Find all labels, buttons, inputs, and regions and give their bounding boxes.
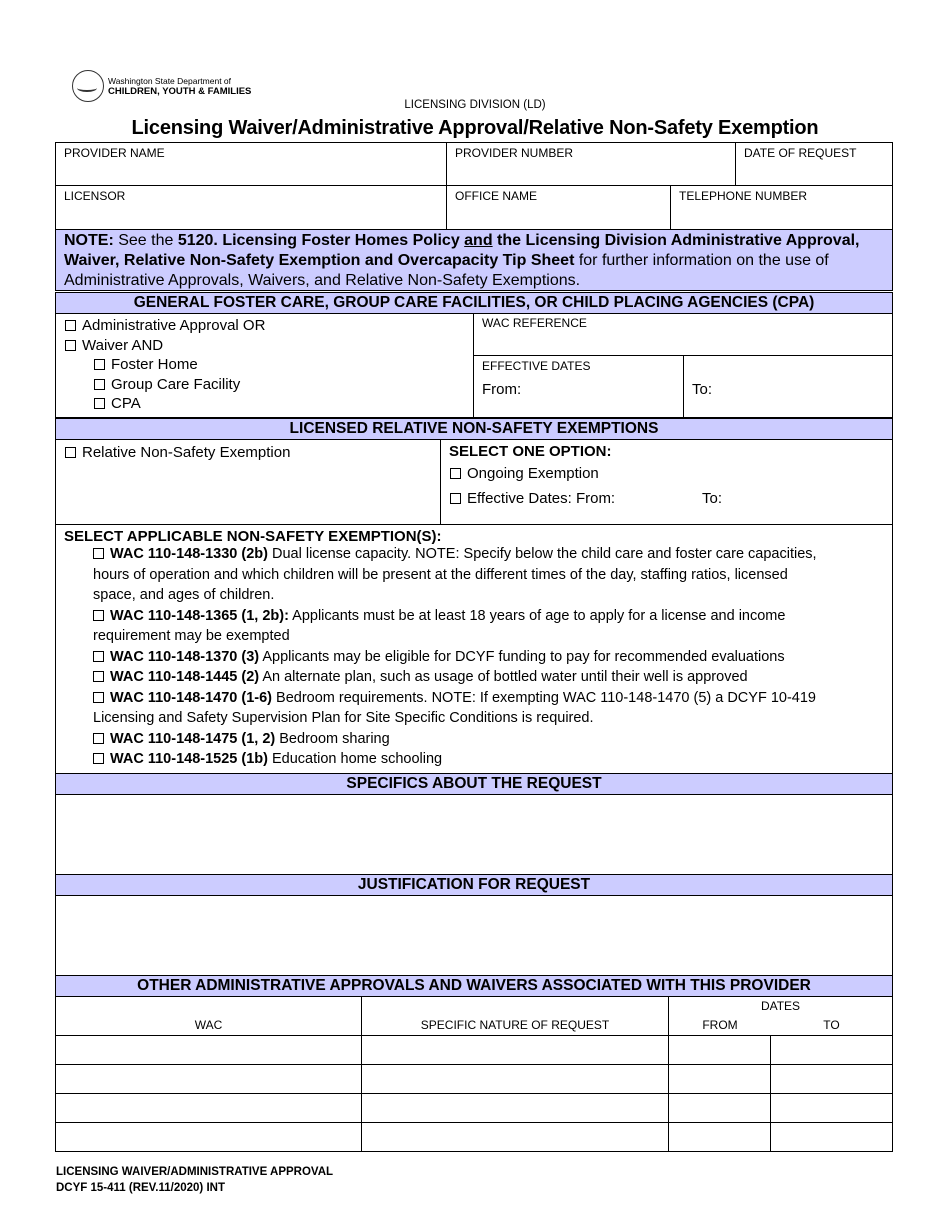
exemption-code: WAC 110-148-1525 (1b) — [110, 751, 268, 767]
exemption-checkbox[interactable] — [93, 733, 104, 744]
cpa-option[interactable] — [94, 395, 141, 412]
note-prefix: NOTE: — [64, 232, 114, 249]
exemption-text-continued: space, and ages of children. — [93, 587, 275, 603]
logo-line2: CHILDREN, YOUTH & FAMILIES — [108, 85, 252, 97]
wac-column-label: WAC — [194, 1018, 223, 1032]
exemption-text-continued: hours of operation and which children will be present at the different times of the day, staffing ratios, licensed — [93, 566, 788, 583]
exemption-text: An alternate plan, such as usage of bottled water until their well is approved — [259, 669, 748, 685]
wac-cell[interactable] — [55, 1093, 362, 1123]
exemptions-cell — [55, 524, 893, 774]
note-bold2: the Licensing Division Administrative Approval, Waiver, Relative Non-Safety Exemption and Overcapacity Tip Sheet — [64, 232, 860, 269]
waiver-label: Waiver AND — [82, 337, 164, 354]
exemption-code: WAC 110-148-1370 (3) — [110, 648, 260, 665]
wac-reference-field[interactable] — [473, 313, 893, 356]
policy-note — [55, 229, 893, 291]
exemption-text-continued: Licensing and Safety Supervision Plan for Site Specific Conditions is required. — [93, 710, 594, 726]
to-column-label: TO — [823, 1018, 840, 1032]
from-column-label: FROM — [702, 1018, 738, 1032]
exemption-checkbox[interactable] — [93, 692, 104, 703]
wac-reference-label: WAC REFERENCE — [482, 316, 587, 330]
exemption-text-continued: requirement may be exempted — [93, 628, 290, 644]
wac-column-header — [55, 996, 362, 1036]
exemption-text: Bedroom requirements. NOTE: If exempting WAC 110-148-1470 (5) a DCYF 10-419 — [272, 689, 816, 706]
exemption-item[interactable] — [93, 667, 888, 688]
exemption-item[interactable] — [93, 749, 888, 770]
provider-name-field[interactable] — [55, 142, 447, 186]
from-cell[interactable] — [668, 1122, 771, 1152]
date-of-request-label: DATE OF REQUEST — [744, 146, 857, 160]
from-cell[interactable] — [668, 1035, 771, 1065]
ongoing-exemption-checkbox[interactable] — [450, 468, 461, 479]
date-of-request-field[interactable] — [735, 142, 893, 186]
foster-home-label: Foster Home — [111, 356, 198, 373]
exemption-code: WAC 110-148-1470 (1-6) — [110, 689, 272, 706]
exemption-code: WAC 110-148-1330 (2b) — [110, 546, 268, 562]
exemption-text: Applicants must be at least 18 years of age to apply for a license and income — [288, 607, 786, 624]
exemption-item[interactable] — [93, 647, 888, 668]
note-text1: See the — [113, 232, 178, 249]
relative-section-heading: LICENSED RELATIVE NON-SAFETY EXEMPTIONS — [55, 418, 893, 440]
group-care-facility-label: Group Care Facility — [111, 376, 241, 393]
cpa-checkbox[interactable] — [94, 398, 105, 409]
dcyf-logo — [72, 70, 251, 102]
effective-dates-from-label: Effective Dates: From: — [467, 490, 616, 507]
select-one-option-label: SELECT ONE OPTION: — [449, 443, 612, 460]
note-bold1: 5120. Licensing Foster Homes Policy — [177, 232, 465, 249]
licensor-label: LICENSOR — [64, 189, 126, 203]
exemption-code: WAC 110-148-1365 (1, 2b): — [110, 607, 289, 624]
effective-from-label: From: — [482, 381, 522, 398]
wac-cell[interactable] — [55, 1122, 362, 1152]
to-cell[interactable] — [770, 1093, 893, 1123]
effective-from-field[interactable] — [473, 355, 684, 418]
exemption-text: Education home schooling — [267, 751, 443, 767]
cpa-label: CPA — [111, 395, 141, 412]
nature-cell[interactable] — [361, 1122, 669, 1152]
effective-to-label: To: — [692, 381, 713, 398]
relative-exemption-checkbox[interactable] — [65, 447, 76, 458]
relative-exemption-cell — [55, 439, 441, 525]
telephone-number-label: TELEPHONE NUMBER — [679, 189, 808, 203]
ongoing-exemption-option[interactable] — [450, 465, 599, 482]
from-cell[interactable] — [668, 1064, 771, 1094]
provider-number-field[interactable] — [446, 142, 736, 186]
exemption-text: Applicants may be eligible for DCYF funding to pay for recommended evaluations — [259, 648, 785, 665]
justification-textarea[interactable] — [55, 895, 893, 976]
office-name-label: OFFICE NAME — [455, 189, 538, 203]
relative-to-label: To: — [702, 490, 723, 507]
note-text2: for further information on the use of Administrative Approvals, Waivers, and Relative Non-Safety Exemptions. — [64, 252, 829, 289]
waiver-checkbox[interactable] — [65, 340, 76, 351]
foster-home-checkbox[interactable] — [94, 359, 105, 370]
provider-number-label: PROVIDER NUMBER — [455, 146, 574, 160]
telephone-number-field[interactable] — [670, 185, 893, 230]
relative-exemption-label: Relative Non-Safety Exemption — [82, 444, 291, 461]
ongoing-exemption-label: Ongoing Exemption — [467, 465, 599, 482]
specifics-textarea[interactable] — [55, 794, 893, 875]
exemption-item[interactable] — [93, 729, 888, 750]
to-cell[interactable] — [770, 1064, 893, 1094]
nature-cell[interactable] — [361, 1093, 669, 1123]
effective-to-field[interactable] — [683, 355, 893, 418]
administrative-approval-checkbox[interactable] — [65, 320, 76, 331]
nature-column-label: SPECIFIC NATURE OF REQUEST — [420, 1018, 610, 1032]
exemption-list — [93, 544, 888, 770]
to-cell[interactable] — [770, 1122, 893, 1152]
exemption-checkbox[interactable] — [93, 671, 104, 682]
nature-column-header — [361, 996, 669, 1036]
footer-form-number: DCYF 15-411 (REV.11/2020) INT — [56, 1182, 225, 1194]
licensor-field[interactable] — [55, 185, 447, 230]
dates-column-label: DATES — [760, 999, 801, 1013]
footer-form-name: LICENSING WAIVER/ADMINISTRATIVE APPROVAL — [56, 1166, 334, 1178]
exemption-item[interactable] — [93, 544, 888, 565]
exemptions-heading: SELECT APPLICABLE NON-SAFETY EXEMPTION(S): — [64, 528, 442, 545]
nature-cell[interactable] — [361, 1035, 669, 1065]
exemption-code: WAC 110-148-1475 (1, 2) — [110, 730, 276, 747]
group-care-facility-checkbox[interactable] — [94, 379, 105, 390]
exemption-checkbox[interactable] — [93, 548, 104, 559]
effective-dates-checkbox[interactable] — [450, 493, 461, 504]
wac-cell[interactable] — [55, 1064, 362, 1094]
administrative-approval-label: Administrative Approval OR — [82, 317, 266, 334]
select-option-cell — [440, 439, 893, 525]
office-name-field[interactable] — [446, 185, 671, 230]
relative-exemption-option[interactable] — [65, 444, 290, 461]
exemption-text: Dual license capacity. NOTE: Specify below the child care and foster care capacities, — [267, 546, 817, 562]
effective-dates-option[interactable] — [450, 490, 615, 507]
to-cell[interactable] — [770, 1035, 893, 1065]
general-options-cell — [55, 313, 474, 418]
logo-line1: Washington State Department of — [108, 75, 232, 86]
effective-dates-label: EFFECTIVE DATES — [482, 359, 591, 373]
foster-home-option[interactable] — [94, 356, 198, 373]
nature-cell[interactable] — [361, 1064, 669, 1094]
exemption-checkbox[interactable] — [93, 651, 104, 662]
exemption-item[interactable] — [93, 688, 888, 709]
exemption-text: Bedroom sharing — [275, 730, 390, 747]
specifics-heading: SPECIFICS ABOUT THE REQUEST — [55, 773, 893, 795]
exemption-code: WAC 110-148-1445 (2) — [110, 669, 260, 685]
waiver-option[interactable] — [65, 337, 163, 354]
exemption-item[interactable] — [93, 606, 888, 627]
dates-column-header — [668, 996, 893, 1036]
form-title: Licensing Waiver/Administrative Approval/Relative Non-Safety Exemption — [131, 117, 819, 139]
wac-cell[interactable] — [55, 1035, 362, 1065]
other-approvals-heading: OTHER ADMINISTRATIVE APPROVALS AND WAIVERS ASSOCIATED WITH THIS PROVIDER — [55, 975, 893, 997]
dcyf-logo-icon — [72, 70, 104, 102]
exemption-checkbox[interactable] — [93, 753, 104, 764]
provider-name-label: PROVIDER NAME — [64, 146, 165, 160]
justification-heading: JUSTIFICATION FOR REQUEST — [55, 874, 893, 896]
exemption-checkbox[interactable] — [93, 610, 104, 621]
from-cell[interactable] — [668, 1093, 771, 1123]
division-label: LICENSING DIVISION (LD) — [404, 99, 546, 111]
note-underline: and — [464, 232, 493, 249]
administrative-approval-option[interactable] — [65, 317, 265, 334]
group-care-facility-option[interactable] — [94, 376, 240, 393]
general-section-heading: GENERAL FOSTER CARE, GROUP CARE FACILITIES, OR CHILD PLACING AGENCIES (CPA) — [55, 292, 893, 314]
